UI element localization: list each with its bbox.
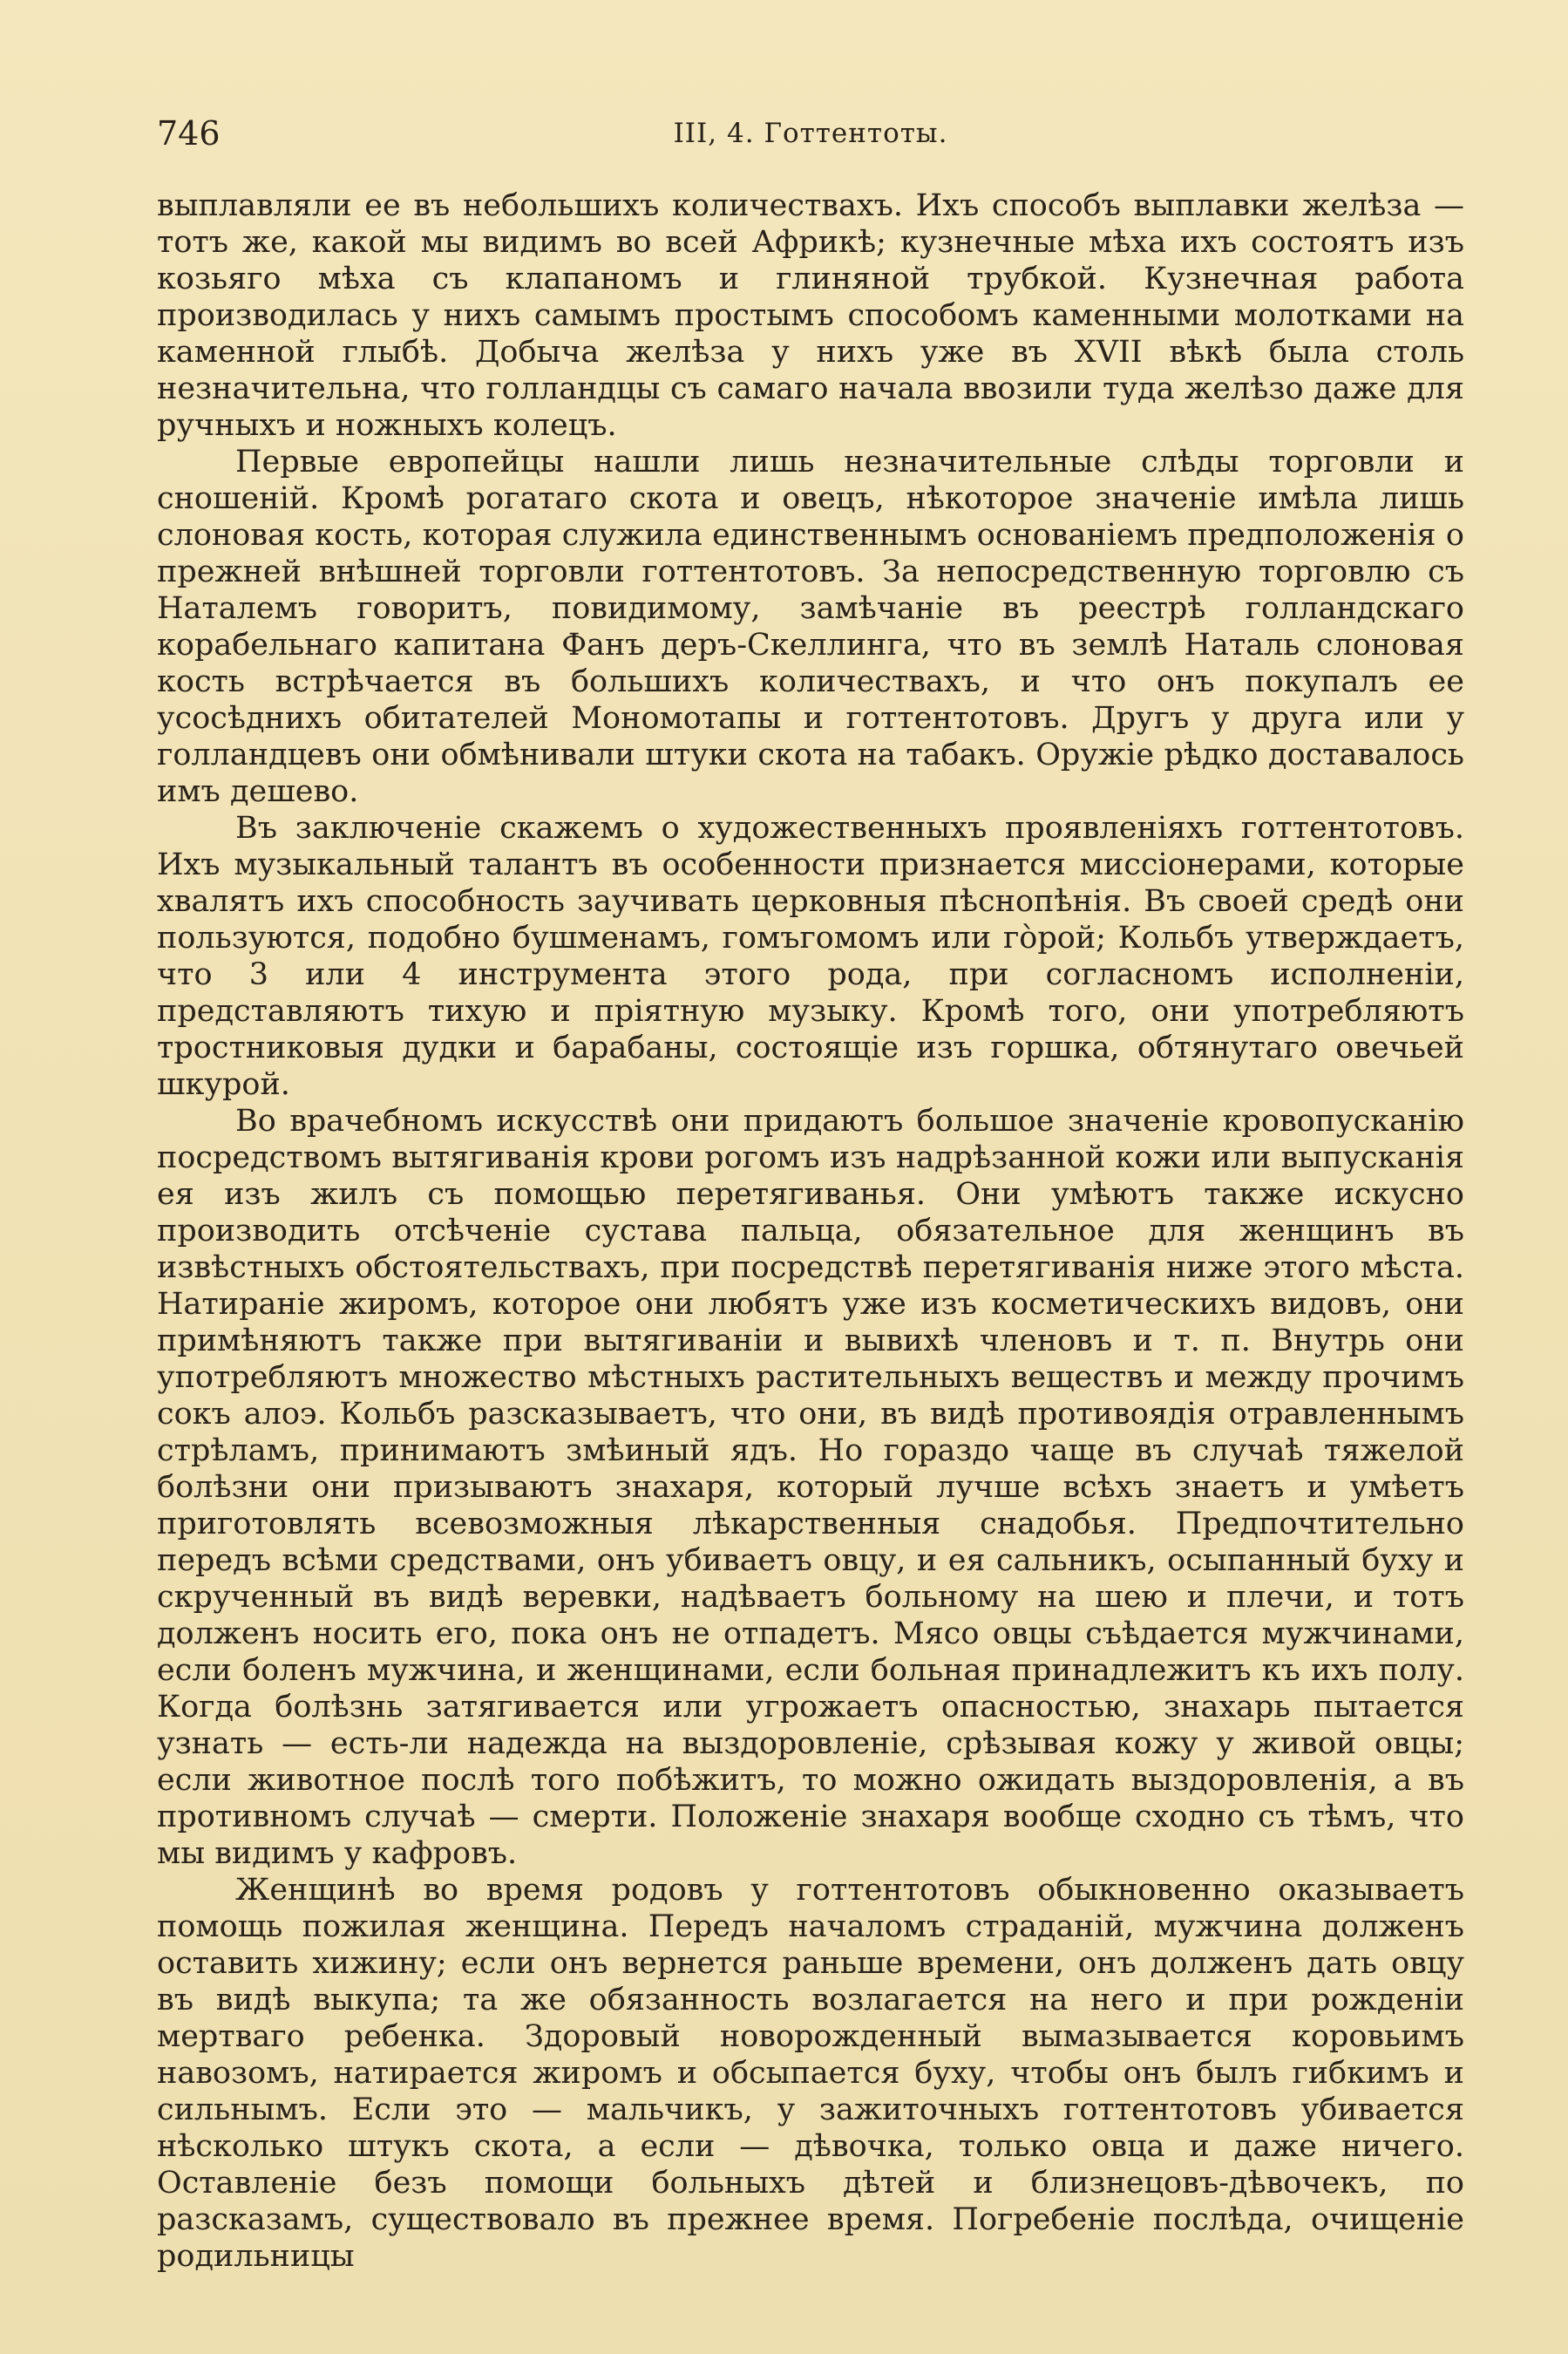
page-header xyxy=(157,112,1464,155)
paragraph-1: выплавляли ее въ небольшихъ количествахъ. Ихъ способъ выплавки желѣза — тотъ же, какой мы видимъ во всей Африкѣ; кузнечные мѣха ихъ состоятъ изъ козьяго мѣха съ клапаномъ и глиняной трубкой. Кузнечная работа производилась у нихъ самымъ простымъ способомъ каменными молотками на каменной глыбѣ. Добыча желѣза у нихъ уже въ XVII вѣкѣ была столь незначительна, что голландцы съ самаго начала ввозили туда желѣзо даже для ручныхъ и ножныхъ колецъ. xyxy=(157,188,1464,443)
paragraph-5: Женщинѣ во время родовъ у готтентотовъ обыкновенно оказываетъ помощь пожилая женщина. Передъ началомъ страданiй, мужчина долженъ оставить хижину; если онъ вернется раньше времени, онъ долженъ дать овцу въ видѣ выкупа; та же обязанность возлагается на него и при рожденiи мертваго ребенка. Здоровый новорожденный вымазывается коровьимъ навозомъ, натирается жиромъ и обсыпается буху, чтобы онъ былъ гибкимъ и сильнымъ. Если это — мальчикъ, у зажиточныхъ готтентотовъ убивается нѣсколько штукъ скота, а если — дѣвочка, только овца и даже ничего. Оставленiе безъ помощи больныхъ дѣтей и близнецовъ-дѣвочекъ, по разсказамъ, существовало въ прежнее время. Погребенiе послѣда, очищенiе родильницы xyxy=(157,1873,1464,2274)
page-number: 746 xyxy=(157,114,221,153)
body-text xyxy=(157,187,1464,2275)
paragraph-4: Во врачебномъ искусствѣ они придаютъ большое значенiе кровопусканiю посредствомъ вытягиванiя крови рогомъ изъ надрѣзанной кожи или выпусканiя ея изъ жилъ съ помощью перетягиванья. Они умѣютъ также искусно производить отсѣченiе сустава пальца, обязательное для женщинъ въ извѣстныхъ обстоятельствахъ, при посредствѣ перетягиванiя ниже этого мѣста. Натиранiе жиромъ, которое они любятъ уже изъ косметическихъ видовъ, они примѣняютъ также при вытягиванiи и вывихѣ членовъ и т. п. Внутрь они употребляютъ множество мѣстныхъ растительныхъ веществъ и между прочимъ сокъ алоэ. Кольбъ разсказываетъ, что они, въ видѣ противоядiя отравленнымъ стрѣламъ, принимаютъ змѣиный ядъ. Но гораздо чаще въ случаѣ тяжелой болѣзни они призываютъ знахаря, который лучше всѣхъ знаетъ и умѣетъ приготовлять всевозможныя лѣкарственныя снадобья. Предпочтительно передъ всѣми средствами, онъ убиваетъ овцу, и ея сальникъ, осыпанный буху и скрученный въ видѣ веревки, надѣваетъ больному на шею и плечи, и тотъ долженъ носить его, пока онъ не отпадетъ. Мясо овцы съѣдается мужчинами, если боленъ мужчина, и женщинами, если больная принадлежитъ къ ихъ полу. Когда болѣзнь затягивается или угрожаетъ опасностью, знахарь пытается узнать — есть-ли надежда на выздоровленiе, срѣзывая кожу у живой овцы; если животное послѣ того побѣжитъ, то можно ожидать выздоровленiя, а въ противномъ случаѣ — смерти. Положенiе знахаря вообще сходно съ тѣмъ, что мы видимъ у кафровъ. xyxy=(157,1104,1464,1871)
running-title: III, 4. Готтентоты. xyxy=(673,118,948,149)
paragraph-2: Первые европейцы нашли лишь незначительные слѣды торговли и сношенiй. Кромѣ рогатаго скота и овецъ, нѣкоторое значенiе имѣла лишь слоновая кость, которая служила единственнымъ основанiемъ предположенiя о прежней внѣшней торговли готтентотовъ. За непосредственную торговлю съ Наталемъ говоритъ, повидимому, замѣчанiе въ реестрѣ голландскаго корабельнаго капитана Фанъ деръ-Скеллинга, что въ землѣ Наталь слоновая кость встрѣчается въ большихъ количествахъ, и что онъ покупалъ ее усосѣднихъ обитателей Мономотапы и готтентотовъ. Другъ у друга или у голландцевъ они обмѣнивали штуки скота на табакъ. Оружiе рѣдко доставалось имъ дешево. xyxy=(157,445,1464,809)
paragraph-3: Въ заключенiе скажемъ о художественныхъ проявленiяхъ готтентотовъ. Ихъ музыкальный талантъ въ особенности признается миссiонерами, которые хвалятъ ихъ способность заучивать церковныя пѣснопѣнiя. Въ своей средѣ они пользуются, подобно бушменамъ, гомъгомомъ или гòрой; Кольбъ утверждаетъ, что 3 или 4 инструмента этого рода, при согласномъ исполненiи, представляютъ тихую и прiятную музыку. Кромѣ того, они употребляютъ тростниковыя дудки и барабаны, состоящiе изъ горшка, обтянутаго овечьей шкурой. xyxy=(157,811,1464,1102)
